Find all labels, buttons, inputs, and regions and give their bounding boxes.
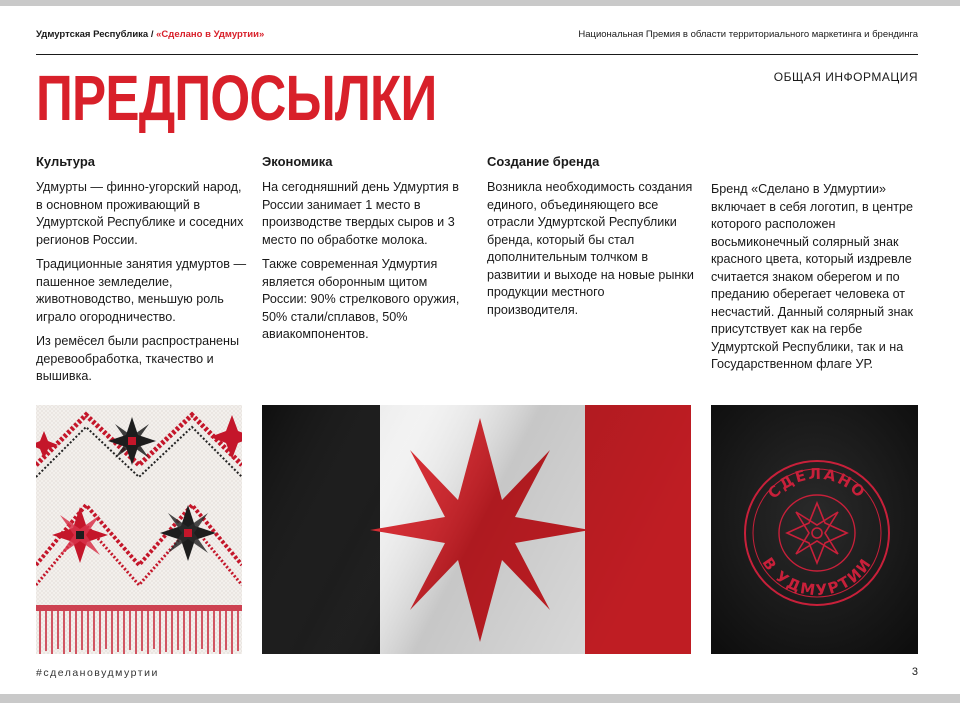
header-award: Национальная Премия в области территориального маркетинга и брендинга [578,29,918,40]
document-page [0,6,960,694]
header-divider [36,54,918,55]
column-paragraph: Также современная Удмуртия является оборонным щитом России: 90% стрелкового оружия, 50% стали/сплавов, 50% авиакомпонентов. [262,257,460,341]
section-label: ОБЩАЯ ИНФОРМАЦИЯ [773,70,918,84]
embroidery-image [36,405,242,654]
column-paragraph: Бренд «Сделано в Удмуртии» включает в себя логотип, в центре которого расположен восьмиконечный солярный знак красного цвета, который издревле считается знаком оберегом и по преданию оберегает человека от несчастий. Данный солярный знак присутствует как на гербе Удмуртской Республики, так и на Государственном флаге УР. [711,182,914,371]
column-heading: Создание бренда [487,154,600,169]
header-region: Удмуртская Республика / [36,29,157,40]
brand-logo-image [711,405,918,654]
column-brand-creation [487,154,699,326]
logo-text-top: СДЕЛАНО [764,464,870,503]
logo-text-bottom: В УДМУРТИИ [758,554,876,600]
column-heading: Экономика [262,154,333,169]
column-paragraph: Традиционные занятия удмуртов — пашенное земледелие, животноводство, меньшую роль играло огородничество. [36,257,247,324]
udmurt-flag-image [262,405,691,654]
header-brand: «Сделано в Удмуртии» [156,29,265,40]
column-paragraph: Из ремёсел были распространены деревообработка, ткачество и вышивка. [36,334,240,383]
column-paragraph: Удмурты — финно-угорский народ, в основном проживающий в Удмуртской Республике и соседних регионов России. [36,180,244,247]
column-paragraph: На сегодняшний день Удмуртия в России занимает 1 место в производстве твердых сыров и 3 место по обработке молока. [262,180,459,247]
header-breadcrumb [36,29,264,40]
column-economy [262,154,474,351]
column-brand-description [711,181,923,381]
footer-hashtag: #сделановудмуртии [36,667,159,679]
column-culture [36,154,248,393]
page-number: 3 [911,666,918,678]
column-heading: Культура [36,154,96,169]
column-paragraph: Возникла необходимость создания единого, объединяющего все отрасли Удмуртской Республики бренда, который бы стал дополнительным толчком в развитии и выходе на новые рынки продукции местного производителя. [487,180,694,317]
page-title: ПРЕДПОСЫЛКИ [36,62,437,134]
